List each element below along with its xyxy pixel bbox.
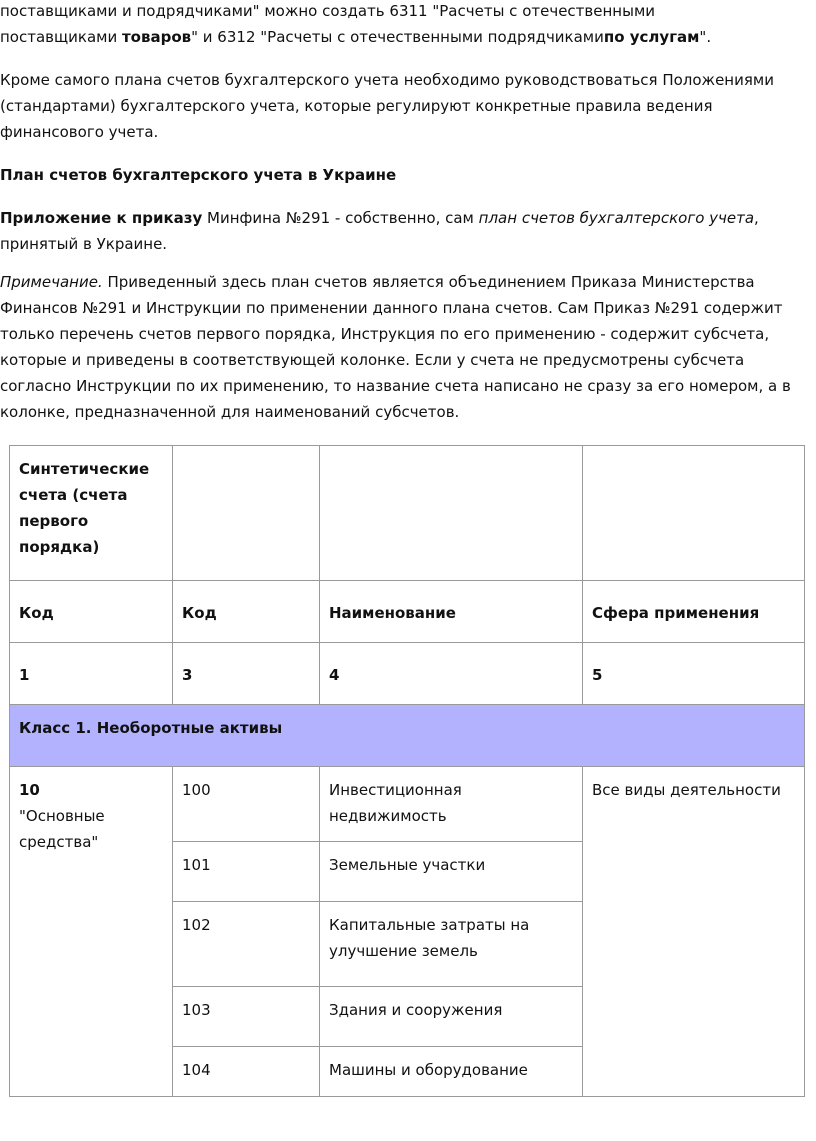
- subaccount-code: 101: [173, 842, 320, 902]
- appendix-bold-label: Приложение к приказу: [0, 209, 203, 227]
- header-code-1: Код: [10, 581, 173, 643]
- subaccount-name: Земельные участки: [320, 842, 583, 902]
- intro-line2-e: ".: [699, 28, 712, 46]
- header-code-2: Код: [173, 581, 320, 643]
- intro-line1: поставщиками и подрядчиками" можно создать 6311 "Расчеты с отечественными: [0, 2, 656, 20]
- account-name: "Основные средства": [19, 807, 105, 851]
- account-10-cell: [10, 767, 173, 1097]
- subaccount-code: 104: [173, 1047, 320, 1097]
- intro-line2-bold-goods: товаров: [121, 28, 192, 46]
- intro-paragraph: [0, 0, 814, 50]
- table-number-row: [10, 643, 805, 705]
- appendix-paragraph: [0, 205, 814, 257]
- account-code: 10: [19, 781, 40, 799]
- intro-line2-a: поставщиками: [0, 28, 122, 46]
- subaccount-code: 102: [173, 902, 320, 987]
- empty-header-cell: [173, 446, 320, 581]
- intro-line2-c: " и 6312 "Расчеты с отечественными подрядчиками: [191, 28, 604, 46]
- empty-header-cell: [583, 446, 805, 581]
- subaccount-name: Здания и сооружения: [320, 987, 583, 1047]
- table-class-row: [10, 705, 805, 767]
- class-1-title: Класс 1. Необоротные активы: [10, 705, 805, 767]
- table-row: [10, 767, 805, 842]
- intro-line2-bold-services: по услугам: [603, 28, 700, 46]
- column-number: 3: [173, 643, 320, 705]
- note-paragraph: [0, 269, 814, 425]
- subaccount-name: Инвестиционная недвижимость: [320, 767, 583, 842]
- column-number: 5: [583, 643, 805, 705]
- header-name: Наименование: [320, 581, 583, 643]
- note-text: Приведенный здесь план счетов является объединением Приказа Министерства Финансов №291 и Инструкции по применении данного плана счетов. Сам Приказ №291 содержит только перечень счетов первого порядка, Инструкция по его применению - содержит субсчета, которые и приведены в соответствующей колонке. Если у счета не предусмотрены субсчета согласно Инструкции по их применению, то название счета написано не сразу за его номером, а в колонке, предназначенной для наименований субсчетов.: [0, 273, 791, 421]
- section-heading: План счетов бухгалтерского учета в Украине: [0, 166, 397, 184]
- empty-header-cell: [320, 446, 583, 581]
- accounts-table: [9, 445, 805, 1097]
- header-scope: Сфера применения: [583, 581, 805, 643]
- appendix-text1: Минфина №291 - собственно, сам: [202, 209, 479, 227]
- subaccount-name: Машины и оборудование: [320, 1047, 583, 1097]
- synthetic-accounts-header: Синтетические счета (счета первого порядка): [10, 446, 173, 581]
- subaccount-code: 103: [173, 987, 320, 1047]
- note-label: Примечание.: [0, 273, 103, 291]
- table-column-header-row: [10, 581, 805, 643]
- standards-paragraph: Кроме самого плана счетов бухгалтерского учета необходимо руководствоваться Положениями (стандартами) бухгалтерского учета, которые регулируют конкретные правила ведения финансового учета.: [0, 71, 774, 141]
- appendix-text2: , принятый в Украине.: [0, 209, 759, 253]
- column-number: 4: [320, 643, 583, 705]
- subaccount-name: Капитальные затраты на улучшение земель: [320, 902, 583, 987]
- table-top-header-row: [10, 446, 805, 581]
- appendix-italic: план счетов бухгалтерского учета: [478, 209, 755, 227]
- scope-cell: Все виды деятельности: [583, 767, 805, 1097]
- column-number: 1: [10, 643, 173, 705]
- subaccount-code: 100: [173, 767, 320, 842]
